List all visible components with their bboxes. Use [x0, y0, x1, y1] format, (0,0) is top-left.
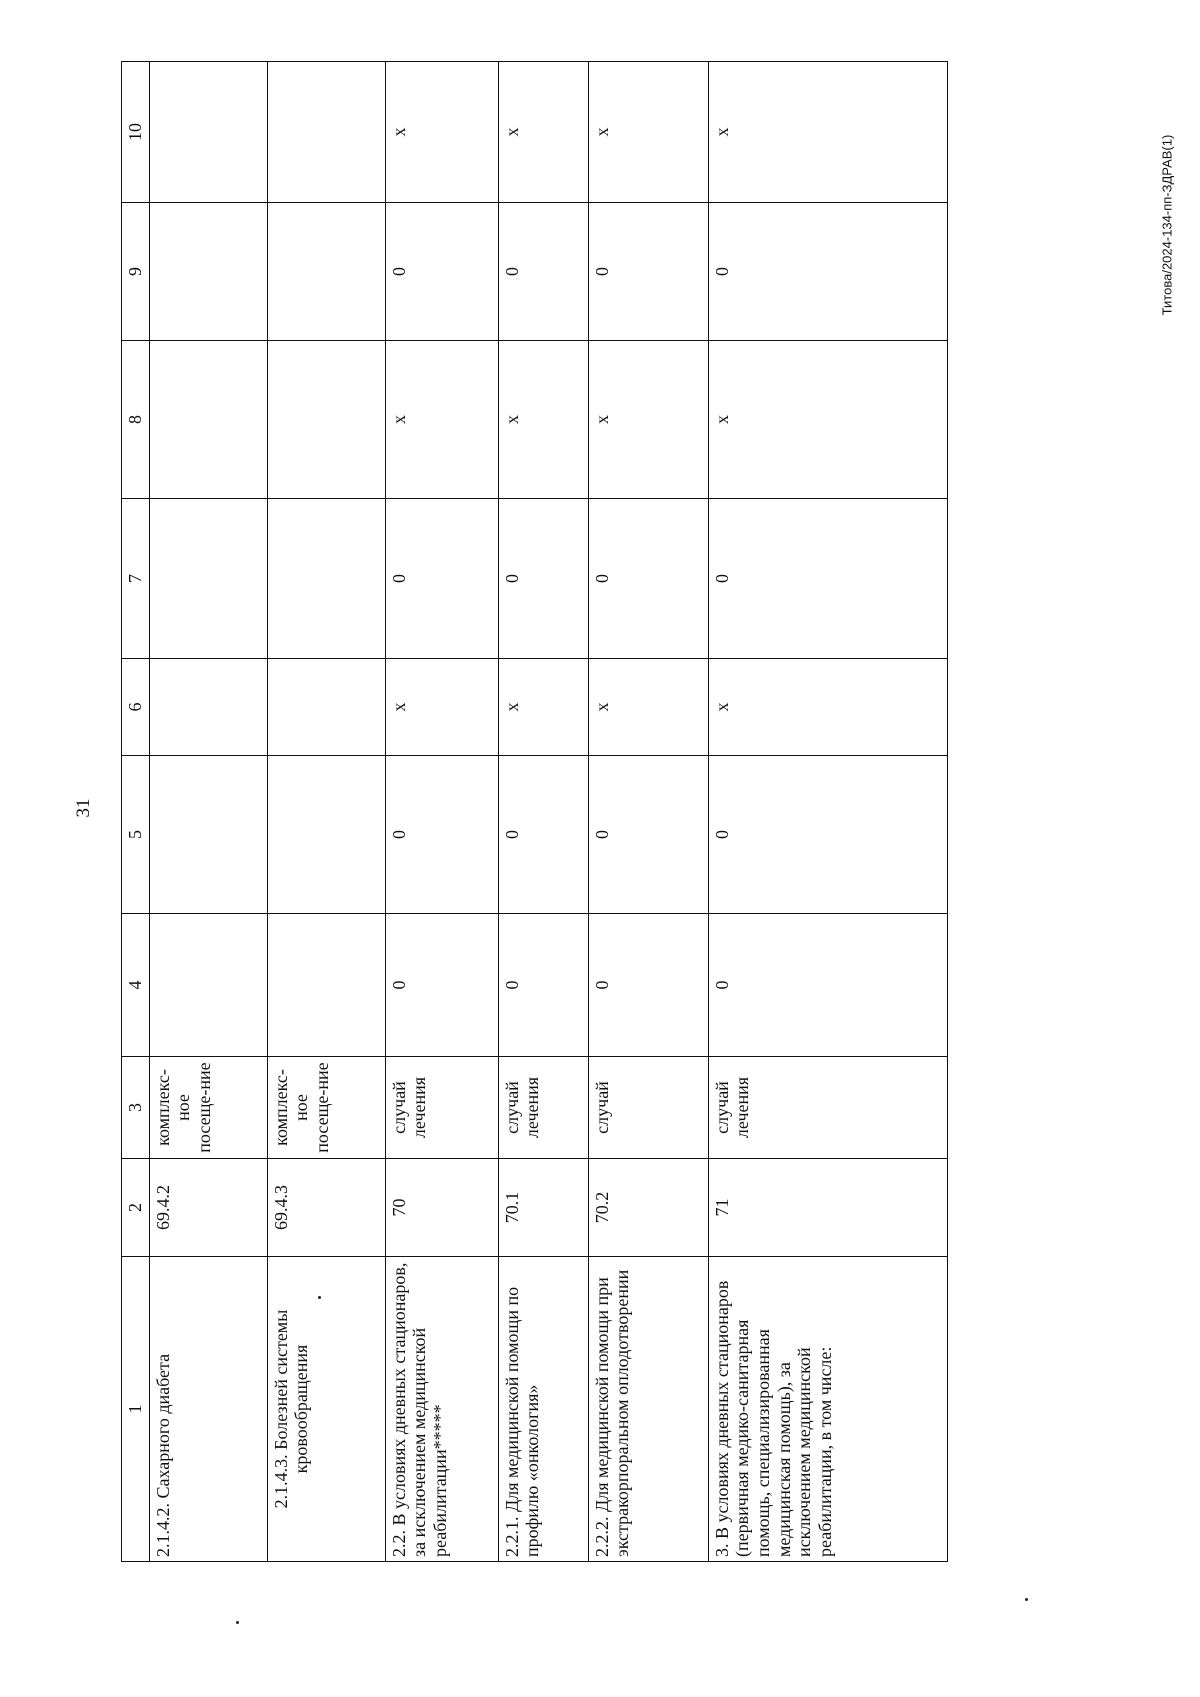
value-cell: 0	[498, 203, 588, 341]
row-number-cell: 69.4.3	[267, 1159, 385, 1257]
value-cell	[149, 203, 267, 341]
value-cell: 0	[588, 914, 708, 1057]
unit-cell: комплекс-ное посеще-ние	[267, 1057, 385, 1159]
unit-cell: случай лечения	[708, 1057, 947, 1159]
value-cell	[149, 62, 267, 203]
value-cell	[267, 203, 385, 341]
page-number: 31	[73, 798, 94, 818]
value-cell: 0	[708, 499, 947, 659]
column-header: 5	[122, 756, 150, 914]
value-cell: x	[708, 659, 947, 756]
column-header: 3	[122, 1057, 150, 1159]
value-cell: 0	[498, 914, 588, 1057]
table-row	[588, 62, 708, 1562]
value-cell: x	[708, 341, 947, 499]
unit-cell: случай	[588, 1057, 708, 1159]
value-cell: x	[385, 62, 498, 203]
table-row	[708, 62, 947, 1562]
column-header: 1	[122, 1257, 150, 1562]
scan-speck	[318, 1296, 321, 1299]
value-cell: x	[588, 659, 708, 756]
table-container	[121, 62, 945, 1562]
row-name-cell: 3. В условиях дневных стационаров (первичная медико-санитарная помощь, специализированная медицинская помощь), за исключением медицинской реабилитации, в том числе:	[708, 1257, 947, 1562]
value-cell: 0	[385, 499, 498, 659]
header-row	[122, 62, 150, 1562]
value-cell: 0	[588, 499, 708, 659]
value-cell: 0	[498, 756, 588, 914]
row-number-cell: 69.4.2	[149, 1159, 267, 1257]
column-header: 2	[122, 1159, 150, 1257]
column-header: 7	[122, 499, 150, 659]
column-header: 4	[122, 914, 150, 1057]
row-name-cell: 2.1.4.3. Болезней системы кровообращения	[267, 1257, 385, 1562]
row-name-cell: 2.2.2. Для медицинской помощи при экстракорпоральном оплодотворении	[588, 1257, 708, 1562]
table-row	[149, 62, 267, 1562]
value-cell	[149, 659, 267, 756]
value-cell: 0	[588, 756, 708, 914]
value-cell: 0	[708, 203, 947, 341]
column-header: 6	[122, 659, 150, 756]
value-cell: x	[498, 341, 588, 499]
table-row	[498, 62, 588, 1562]
value-cell: x	[708, 62, 947, 203]
document-code: Титова/2024-134-пп-ЗДРАВ(1)	[1159, 134, 1175, 316]
value-cell	[267, 756, 385, 914]
value-cell: 0	[708, 914, 947, 1057]
column-header: 10	[122, 62, 150, 203]
value-cell: 0	[385, 203, 498, 341]
row-number-cell: 71	[708, 1159, 947, 1257]
data-table	[121, 61, 948, 1562]
value-cell	[267, 62, 385, 203]
column-header: 9	[122, 203, 150, 341]
value-cell: x	[498, 659, 588, 756]
value-cell: x	[588, 341, 708, 499]
value-cell	[149, 341, 267, 499]
scan-speck	[1025, 1598, 1028, 1601]
column-header: 8	[122, 341, 150, 499]
row-name-cell: 2.2. В условиях дневных стационаров, за исключением медицинской реабилитации*****	[385, 1257, 498, 1562]
unit-cell: комплекс-ное посеще-ние	[149, 1057, 267, 1159]
value-cell: 0	[708, 756, 947, 914]
row-name-cell: 2.1.4.2. Сахарного диабета	[149, 1257, 267, 1562]
value-cell	[149, 914, 267, 1057]
value-cell	[267, 341, 385, 499]
value-cell: 0	[385, 914, 498, 1057]
value-cell: x	[498, 62, 588, 203]
table-row	[267, 62, 385, 1562]
value-cell	[149, 756, 267, 914]
value-cell: 0	[498, 499, 588, 659]
value-cell: x	[385, 659, 498, 756]
value-cell	[267, 659, 385, 756]
row-number-cell: 70	[385, 1159, 498, 1257]
value-cell: x	[588, 62, 708, 203]
value-cell: 0	[588, 203, 708, 341]
scan-speck	[236, 1621, 239, 1624]
row-number-cell: 70.2	[588, 1159, 708, 1257]
unit-cell: случай лечения	[385, 1057, 498, 1159]
row-number-cell: 70.1	[498, 1159, 588, 1257]
unit-cell: случай лечения	[498, 1057, 588, 1159]
value-cell: 0	[385, 756, 498, 914]
row-name-cell: 2.2.1. Для медицинской помощи по профилю «онкология»	[498, 1257, 588, 1562]
value-cell	[267, 499, 385, 659]
value-cell	[149, 499, 267, 659]
value-cell: x	[385, 341, 498, 499]
table-row	[385, 62, 498, 1562]
value-cell	[267, 914, 385, 1057]
